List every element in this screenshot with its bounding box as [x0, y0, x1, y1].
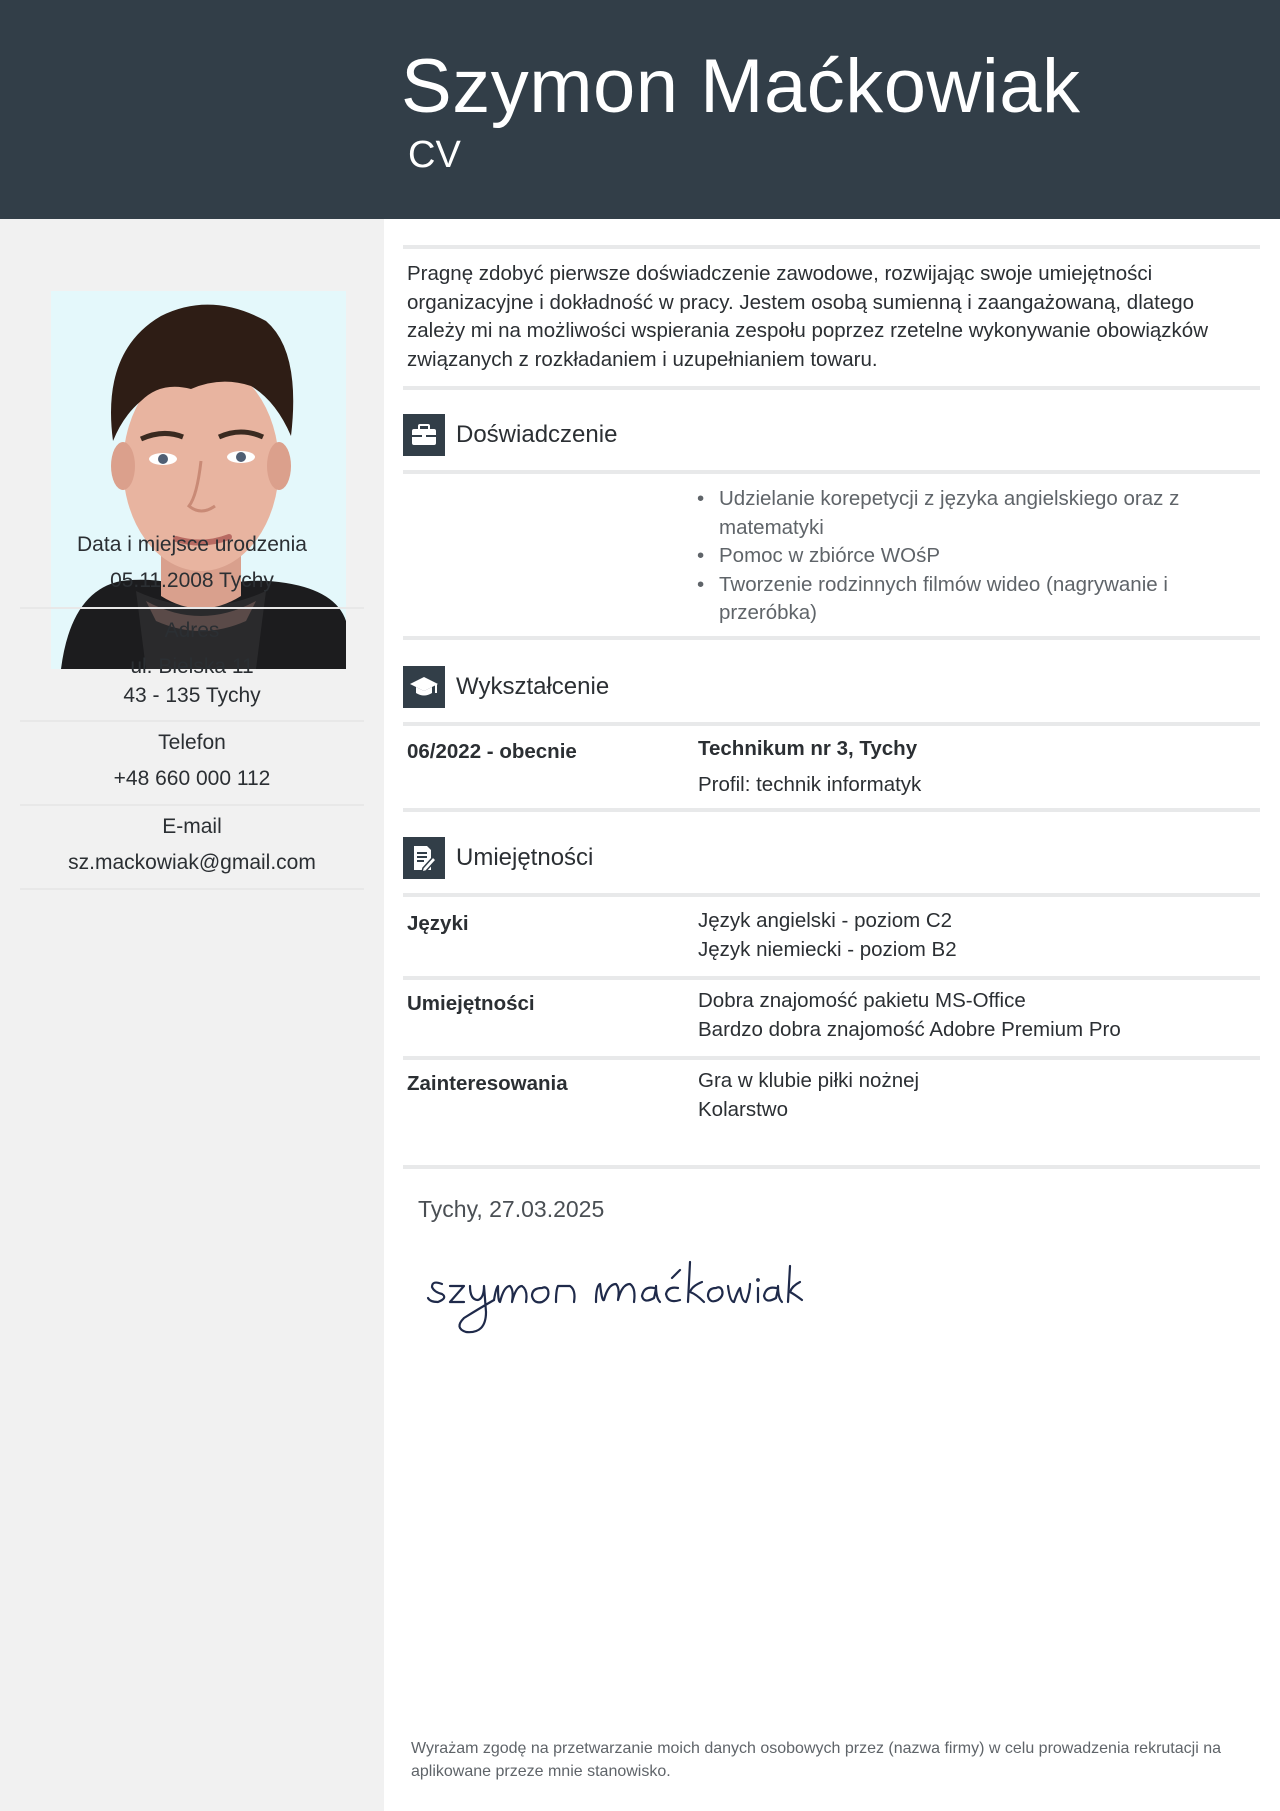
birth-info	[20, 531, 364, 609]
phone-value: +48 660 000 112	[113, 767, 271, 790]
divider	[403, 470, 1260, 474]
header-banner	[0, 0, 1280, 219]
handwritten-signature	[424, 1242, 804, 1347]
skills-row-value: Gra w klubie piłki nożnej	[698, 1069, 920, 1092]
divider	[403, 636, 1260, 640]
divider	[403, 245, 1260, 249]
divider	[403, 976, 1260, 980]
divider	[403, 808, 1260, 812]
list-item: • Udzielanie korepetycji z języka angielskiego oraz z matematyki	[697, 485, 1217, 542]
email-label: E-mail	[162, 815, 222, 838]
document-edit-icon	[403, 837, 445, 879]
skills-row-value: Język niemiecki - poziom B2	[698, 938, 957, 961]
birth-value: 05.11.2008 Tychy	[110, 569, 274, 592]
divider	[403, 1056, 1260, 1060]
candidate-name: Szymon Maćkowiak	[401, 44, 1081, 129]
divider	[403, 1165, 1260, 1169]
document-subtitle: CV	[408, 134, 461, 176]
skills-header	[403, 837, 593, 879]
skills-row-label: Zainteresowania	[407, 1072, 568, 1095]
address-line2: 43 - 135 Tychy	[123, 684, 261, 707]
education-title: Wykształcenie	[456, 673, 610, 700]
sidebar	[0, 219, 384, 1811]
birth-label: Data i miejsce urodzenia	[77, 533, 307, 556]
education-header	[403, 666, 609, 708]
experience-list	[697, 485, 1217, 628]
skills-row-value: Bardzo dobra znajomość Adobre Premium Pro	[698, 1018, 1121, 1041]
gdpr-consent-clause: Wyrażam zgodę na przetwarzanie moich danych osobowych przez (nazwa firmy) w celu prowadzenia rekrutacji na aplikowane przeze mnie stanowisko.	[411, 1740, 1221, 1780]
experience-header	[403, 414, 617, 456]
phone-info	[20, 729, 364, 806]
skills-row-value: Kolarstwo	[698, 1098, 789, 1121]
phone-label: Telefon	[158, 731, 226, 754]
education-profile: Profil: technik informatyk	[698, 773, 922, 796]
profile-summary: Pragnę zdobyć pierwsze doświadczenie zawodowe, rozwijając swoje umiejętności organizacyjne i dokładność w pracy. Jestem osobą sumienną i zaangażowaną, dlatego zależy mi na możliwości wspierania zespołu poprzez rzetelne wykonywanie obowiązków związanych z rozkładaniem i uzupełnianiem towaru.	[407, 262, 1209, 371]
skills-row-label: Umiejętności	[407, 992, 535, 1015]
skills-row-value: Dobra znajomość pakietu MS-Office	[698, 989, 1026, 1012]
list-item: • Tworzenie rodzinnych filmów wideo (nagrywanie i przeróbka)	[697, 571, 1217, 628]
address-line1: ul. Bielska 11	[130, 655, 254, 678]
skills-row-label: Języki	[407, 912, 469, 935]
divider	[403, 386, 1260, 390]
graduation-cap-icon	[403, 666, 445, 708]
date-place: Tychy, 27.03.2025	[418, 1196, 605, 1222]
profile-photo	[51, 291, 346, 669]
email-info	[20, 813, 364, 890]
briefcase-icon	[403, 414, 445, 456]
divider	[403, 893, 1260, 897]
education-period: 06/2022 - obecnie	[407, 740, 577, 763]
education-school: Technikum nr 3, Tychy	[698, 737, 918, 760]
experience-title: Doświadczenie	[456, 421, 618, 448]
list-item: • Pomoc w zbiórce WOśP	[697, 542, 1217, 571]
skills-title: Umiejętności	[456, 844, 594, 871]
address-info	[20, 617, 364, 722]
email-value: sz.mackowiak@gmail.com	[68, 851, 316, 874]
skills-row-value: Język angielski - poziom C2	[698, 909, 953, 932]
divider	[403, 722, 1260, 726]
address-label: Adres	[164, 619, 220, 642]
